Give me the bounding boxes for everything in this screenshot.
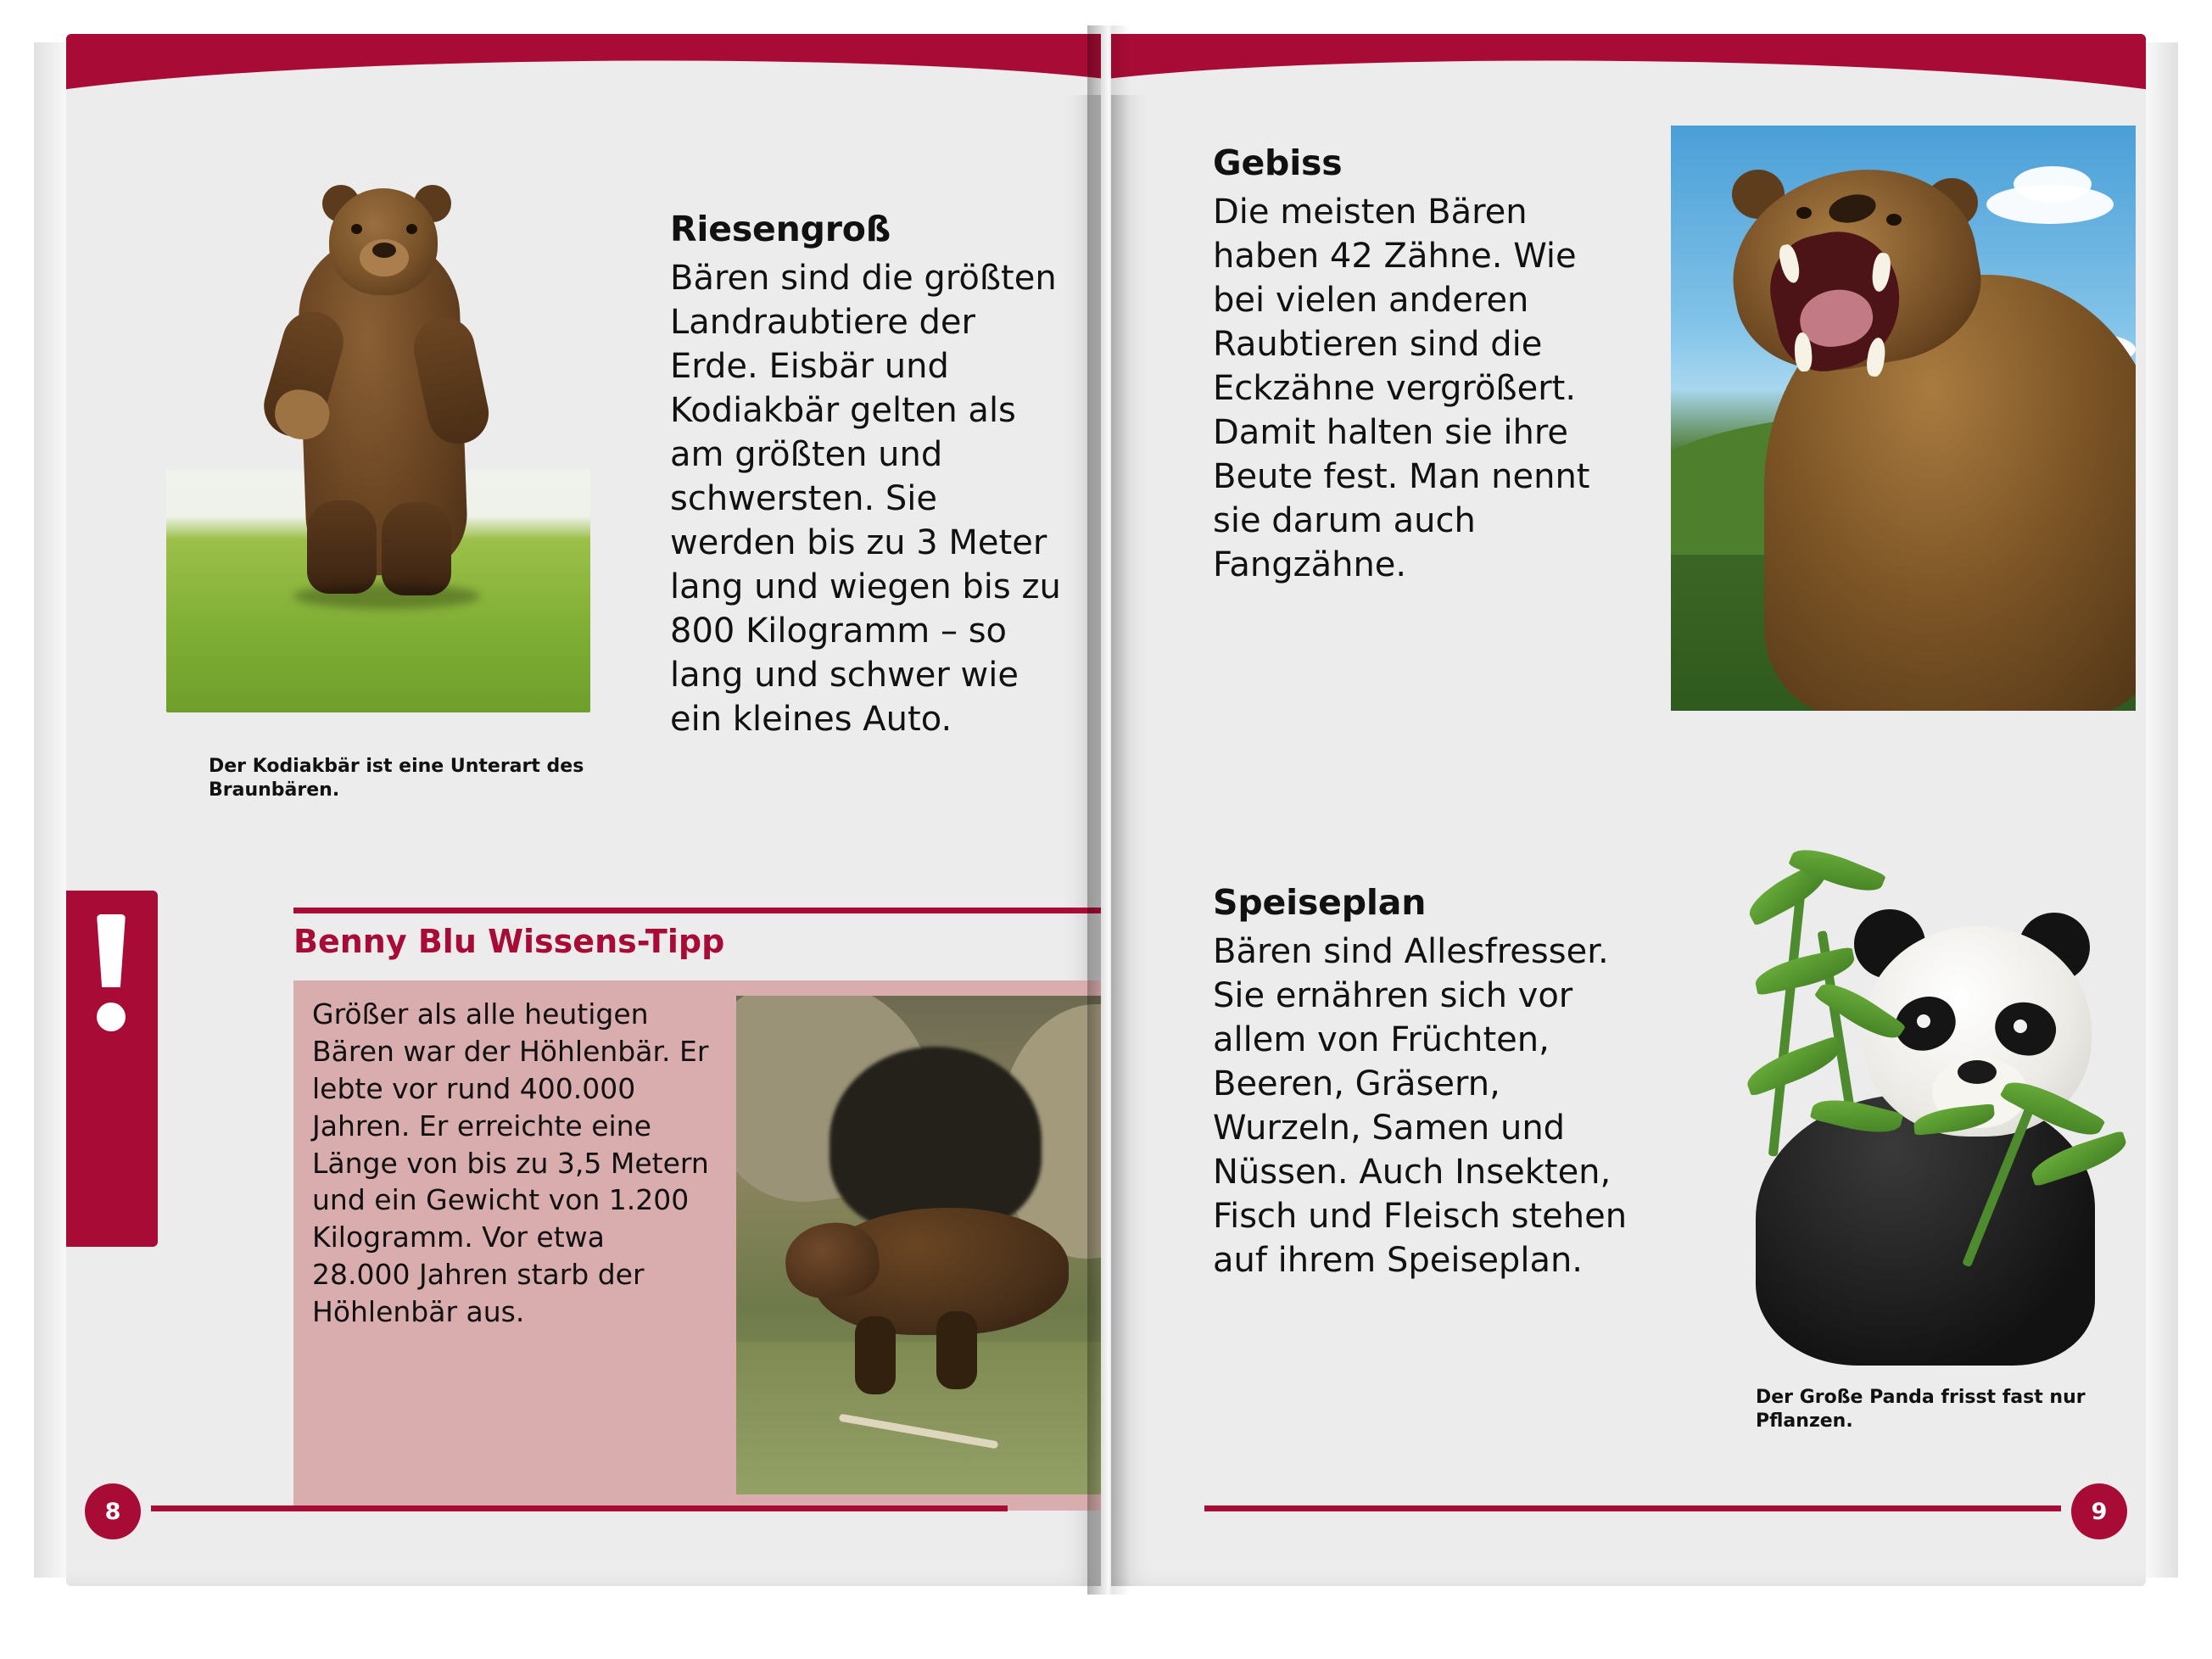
- giant-panda-photo: [1662, 848, 2137, 1374]
- bear-nose-shape: [372, 243, 396, 258]
- exclamation-dot-icon: [97, 1003, 126, 1031]
- panda-nose-shape: [1958, 1060, 1997, 1084]
- speiseplan-article: [1213, 882, 1628, 1282]
- cave-bear-photo: [736, 996, 1101, 1494]
- panda-pupil-left-shape: [1917, 1014, 1930, 1028]
- panda-photo-caption: Der Große Panda frisst fast nur Pflanzen.: [1756, 1387, 2086, 1432]
- cloud-shape-2: [2014, 166, 2092, 202]
- panda-pupil-right-shape: [2014, 1019, 2027, 1033]
- kodiak-bear-photo: [166, 136, 590, 712]
- kodiak-photo-caption: Der Kodiakbär ist eine Unterart des Braunbären.: [209, 756, 584, 801]
- wissens-tipp-paragraph: Größer als alle heutigen Bären war der Höhlenbär. Er lebte vor rund 400.000 Jahren. Er erreichte eine Länge von bis zu 3,5 Metern und ein Gewicht von 1.200 Kilogramm. Vor etwa 28.000 Jahren starb der Höhlenbär aus.: [312, 997, 709, 1328]
- bear-ground-shadow: [293, 584, 480, 609]
- cave-bear-leg-back-shape: [936, 1311, 977, 1389]
- speiseplan-paragraph: Bären sind Allesfresser. Sie ernähren sich vor allem von Früchten, Beeren, Gräsern, Wurzeln, Samen und Nüssen. Auch Insekten, Fisch und Fleisch stehen auf ihrem Speiseplan.: [1213, 932, 1628, 1280]
- bear-leg-left-shape: [307, 500, 377, 594]
- cave-floor-shape: [736, 1342, 1101, 1494]
- left-page: [66, 34, 1101, 1586]
- exclamation-mark-icon: [97, 914, 126, 987]
- riesengross-heading: Riesengroß: [670, 209, 891, 249]
- riesengross-article: [670, 209, 1069, 741]
- right-page-number: 9: [2071, 1483, 2127, 1539]
- roaring-grizzly-photo: [1671, 126, 2136, 711]
- left-page-number: 8: [85, 1483, 141, 1539]
- bamboo-leaf-shape-5: [1742, 1036, 1846, 1097]
- gebiss-paragraph: Die meisten Bären haben 42 Zähne. Wie bei vielen anderen Raubtieren sind die Eckzähne vergrößert. Damit halten sie ihre Beute fest. Man nennt sie darum auch Fangzähne.: [1213, 193, 1590, 584]
- bear-leg-right-shape: [382, 502, 451, 595]
- bamboo-stem-shape-1: [1768, 877, 1807, 1156]
- bear-eye-left-shape: [351, 224, 362, 234]
- gebiss-article: [1213, 142, 1628, 587]
- right-page: [1111, 34, 2146, 1586]
- bear-eye-right-shape: [406, 224, 417, 234]
- riesengross-paragraph: Bären sind die größten Landraubtiere der Erde. Eisbär und Kodiakbär gelten als am größten und schwersten. Sie werden bis zu 3 Meter lang und wiegen bis zu 800 Kilogramm – so lang und schwer wie ein kleines Auto.: [670, 259, 1061, 739]
- wissens-tipp-tab: [66, 891, 158, 1247]
- cave-entrance-shape: [830, 1047, 1042, 1233]
- right-page-top-band: [1111, 34, 2146, 95]
- cave-bear-leg-front-shape: [855, 1316, 896, 1394]
- wissens-tipp-title: Benny Blu Wissens-Tipp: [293, 923, 725, 960]
- grizzly-eye-right-shape: [1886, 214, 1902, 226]
- gebiss-heading: Gebiss: [1213, 142, 1343, 183]
- right-page-bottom-rule: [1204, 1505, 2061, 1511]
- wissens-tipp-body: [293, 980, 1101, 1511]
- panda-body-shape: [1756, 1094, 2095, 1366]
- grizzly-eye-left-shape: [1796, 207, 1812, 219]
- wissens-tipp-rule: [293, 908, 1101, 913]
- left-page-top-section: [66, 100, 1101, 863]
- left-page-top-band: [66, 34, 1101, 95]
- speiseplan-heading: Speiseplan: [1213, 882, 1427, 923]
- left-page-bottom-rule: [151, 1505, 1008, 1511]
